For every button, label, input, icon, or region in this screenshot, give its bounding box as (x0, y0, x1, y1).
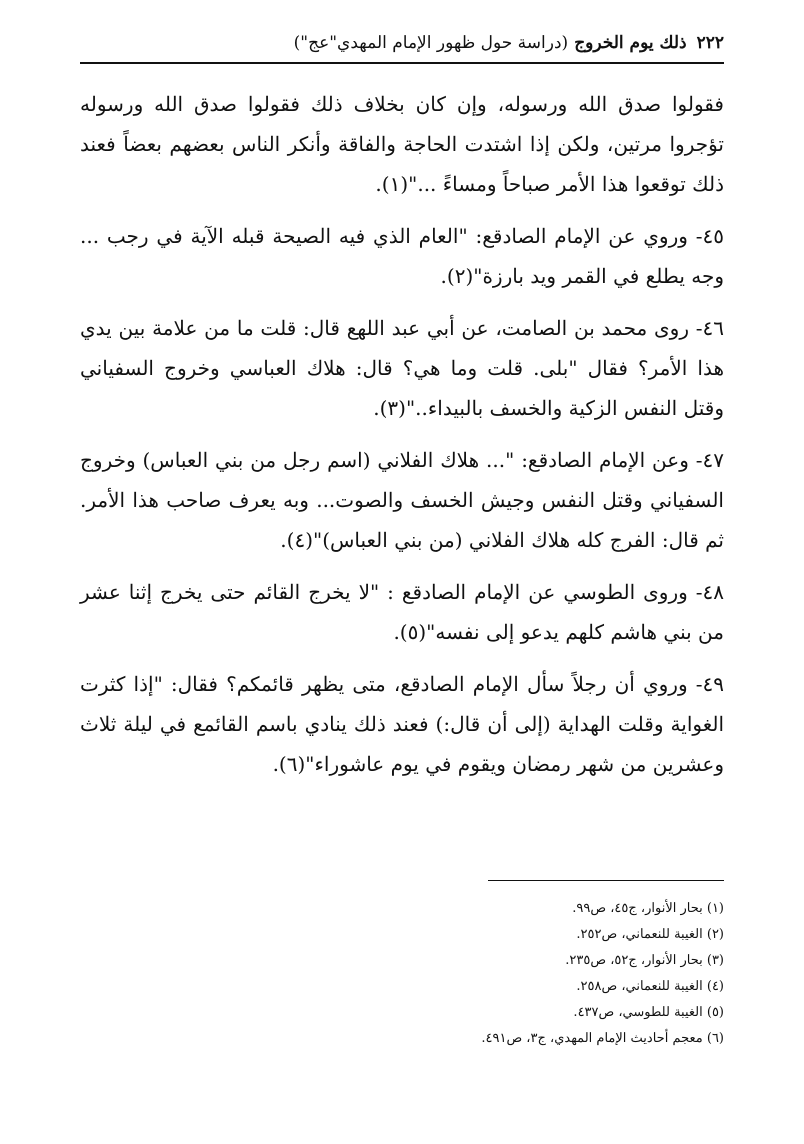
paragraph-49: ٤٩- وروي أن رجلاً سأل الإمام الصادقع، متى يظهر قائمكم؟ فقال: "إذا كثرت الغواية وقلت الهداية (إلى أن قال:) فعند ذلك ينادي باسم القائمع في ليلة ثلاث وعشرين من شهر رمضان ويقوم في يوم عاشوراء"(٦). (80, 672, 725, 776)
book-subtitle: (دراسة حول ظهور الإمام المهدي"عج") (293, 33, 569, 53)
footnote-1: (١) بحار الأنوار، ج٤٥، ص٩٩. (572, 901, 724, 916)
paragraph-46: ٤٦- روى محمد بن الصامت، عن أبي عبد اللهع قال: قلت ما من علامة بين يدي هذا الأمر؟ فقال "بلى. قلت وما هي؟ قال: هلاك العباسي وخروج السفياني وقتل النفس الزكية والخسف بالبيداء.."(٣). (80, 316, 724, 420)
running-header (80, 28, 724, 58)
paragraph-45: ٤٥- وروي عن الإمام الصادقع: "العام الذي فيه الصيحة قبله الآية في رجب ... وجه يطلع في القمر ويد بارزة"(٢). (80, 224, 724, 288)
footnote-4: (٤) الغيبة للنعماني، ص٢٥٨. (576, 979, 724, 994)
footnotes (80, 896, 724, 1052)
main-text (80, 84, 724, 796)
footnote-2: (٢) الغيبة للنعماني، ص٢٥٢. (576, 927, 724, 942)
paragraph-48: ٤٨- وروى الطوسي عن الإمام الصادقع : "لا يخرج القائم حتى يخرج إثنا عشر من بني هاشم كلهم يدعو إلى نفسه"(٥). (80, 580, 724, 644)
book-title: ذلك يوم الخروج (574, 33, 687, 53)
footnote-3: (٣) بحار الأنوار، ج٥٢، ص٢٣٥. (565, 953, 724, 968)
footnote-5: (٥) الغيبة للطوسي، ص٤٣٧. (573, 1005, 724, 1020)
paragraph-continuation: فقولوا صدق الله ورسوله، وإن كان بخلاف ذلك فقولوا صدق الله ورسوله تؤجروا مرتين، ولكن إذا اشتدت الحاجة والفاقة وأنكر الناس بعضهم بعضاً فعند ذلك توقعوا هذا الأمر صباحاً ومساءً ..."(١). (80, 92, 724, 196)
header-rule (80, 62, 724, 64)
footnote-rule (488, 880, 724, 881)
page-number: ٢٢٢ (696, 33, 724, 53)
paragraph-47: ٤٧- وعن الإمام الصادقع: "... هلاك الفلاني (اسم رجل من بني العباس) وخروج السفياني وقتل النفس وجيش الخسف والصوت... وبه يعرف صاحب هذا الأمر. ثم قال: الفرج كله هلاك الفلاني (من بني العباس)"(٤). (80, 448, 724, 552)
footnote-6: (٦) معجم أحاديث الإمام المهدي، ج٣، ص٤٩١. (481, 1031, 724, 1046)
